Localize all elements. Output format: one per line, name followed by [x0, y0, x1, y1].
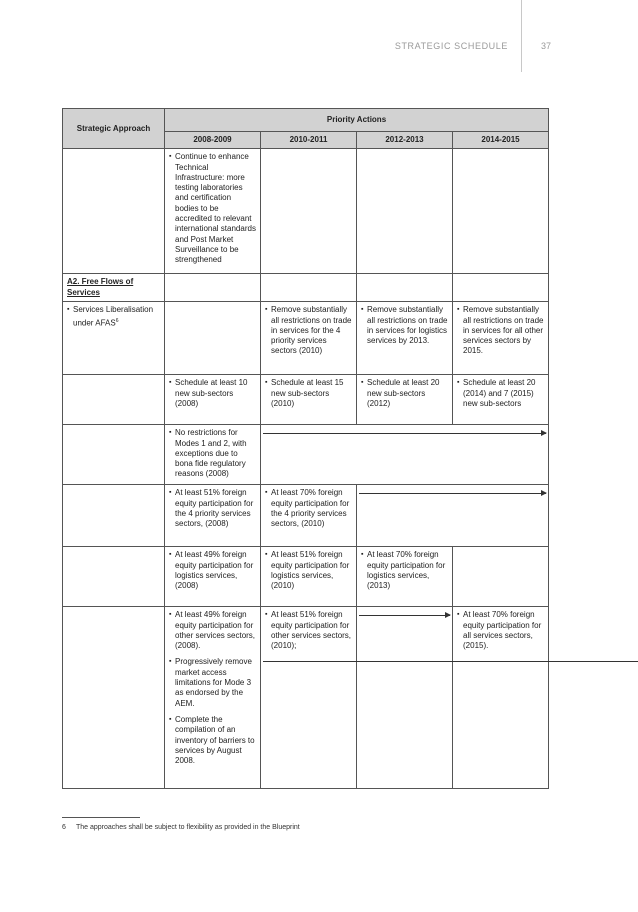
bullet-icon: ▪: [169, 611, 172, 619]
table-row: [63, 485, 549, 547]
table-row: [63, 425, 549, 485]
bullet-icon: ▪: [361, 551, 364, 559]
section-title: STRATEGIC SCHEDULE: [394, 41, 508, 51]
strategic-approach-header: Strategic Approach: [63, 109, 165, 149]
continuation-cell: [357, 485, 549, 547]
table-cell: ▪ Schedule at least 20 (2014) and 7 (2015) new sub-sectors: [453, 375, 549, 425]
bullet-icon: ▪: [265, 489, 268, 497]
continuation-cell: [261, 425, 549, 485]
period-header: 2008-2009: [165, 132, 261, 149]
table-cell: ▪ At least 51% foreign equity participation for logistics services, (2010): [261, 547, 357, 607]
table-cell: ▪ No restrictions for Modes 1 and 2, with exceptions due to bona fide regulatory reasons (2008): [165, 425, 261, 485]
table-cell: ▪ At least 49% foreign equity participation for other services sectors, (2008). ▪ Progressively remove market access limitations for Mode 3 as endorsed by the AEM. ▪ Complete the compilation of an inventory of barriers to services by August 2008.: [165, 607, 261, 789]
arrow-right-icon: [359, 493, 546, 494]
bullet-icon: ▪: [457, 611, 460, 619]
table-cell: ▪ At least 51% foreign equity participation for the 4 priority services sectors, (2008): [165, 485, 261, 547]
footnote: 6 The approaches shall be subject to flexibility as provided in the Blueprint: [62, 824, 300, 831]
table-cell: ▪ Remove substantially all restrictions on trade in services for all other services sectors by 2015.: [453, 302, 549, 375]
bullet-icon: ▪: [169, 551, 172, 559]
header-divider: [521, 0, 522, 72]
bullet-icon: ▪: [457, 379, 460, 387]
period-header: 2012-2013: [357, 132, 453, 149]
table-cell: ▪ Schedule at least 20 new sub-sectors (2012): [357, 375, 453, 425]
bullet-icon: ▪: [265, 611, 268, 619]
header-row: [63, 109, 549, 132]
arrow-right-icon: [263, 433, 546, 434]
bullet-icon: ▪: [265, 379, 268, 387]
bullet-icon: ▪: [265, 306, 268, 314]
period-header: 2014-2015: [453, 132, 549, 149]
table-row: [63, 302, 549, 375]
bullet-icon: ▪: [169, 379, 172, 387]
table-row: [63, 149, 549, 274]
table-cell: ▪ Remove substantially all restrictions on trade in services for the 4 priority services sectors (2010): [261, 302, 357, 375]
arrow-right-icon: [359, 615, 450, 616]
table-row: [63, 607, 549, 789]
table-cell: ▪ At least 70% foreign equity participation for logistics services, (2013): [357, 547, 453, 607]
bullet-icon: ▪: [361, 379, 364, 387]
bullet-icon: ▪: [361, 306, 364, 314]
section-heading: A2. Free Flows of Services: [63, 274, 165, 302]
period-header: 2010-2011: [261, 132, 357, 149]
bullet-icon: ▪: [169, 489, 172, 497]
bullet-icon: ▪: [169, 153, 172, 161]
table-cell: ▪ Services Liberalisation under AFAS$^6$: [63, 302, 165, 375]
table-row: [63, 274, 549, 302]
footnote-divider: [62, 817, 140, 818]
table-cell: ▪ Continue to enhance Technical Infrastructure: more testing laboratories and certification bodies to be accredited to relevant international standards and Post Market Surveillance to be strengthened: [165, 149, 261, 274]
table-cell: ▪ Schedule at least 15 new sub-sectors (2010): [261, 375, 357, 425]
bullet-icon: ▪: [169, 715, 172, 723]
continuation-cell: [357, 607, 453, 789]
table-cell: ▪ At least 70% foreign equity participation for all services sectors, (2015).: [453, 607, 549, 789]
page-number: 37: [540, 41, 551, 51]
table-cell: ▪ Schedule at least 10 new sub-sectors (2008): [165, 375, 261, 425]
footnote-ref: 6: [115, 317, 119, 324]
bullet-icon: ▪: [169, 429, 172, 437]
bullet-icon: ▪: [169, 658, 172, 666]
bullet-icon: ▪: [67, 306, 70, 314]
table-row: [63, 547, 549, 607]
table-cell: ▪ At least 49% foreign equity participation for logistics services, (2008): [165, 547, 261, 607]
table-cell: ▪ Remove substantially all restrictions on trade in services for logistics services by 2013.: [357, 302, 453, 375]
priority-actions-header: Priority Actions: [165, 109, 549, 132]
strategic-schedule-table: [62, 108, 549, 789]
table-row: [63, 375, 549, 425]
bullet-icon: ▪: [457, 306, 460, 314]
bullet-icon: ▪: [265, 551, 268, 559]
table-cell: ▪ At least 70% foreign equity participation for the 4 priority services sectors, (2010): [261, 485, 357, 547]
table-cell: ▪ At least 51% foreign equity participation for other services sectors, (2010);: [261, 607, 357, 789]
